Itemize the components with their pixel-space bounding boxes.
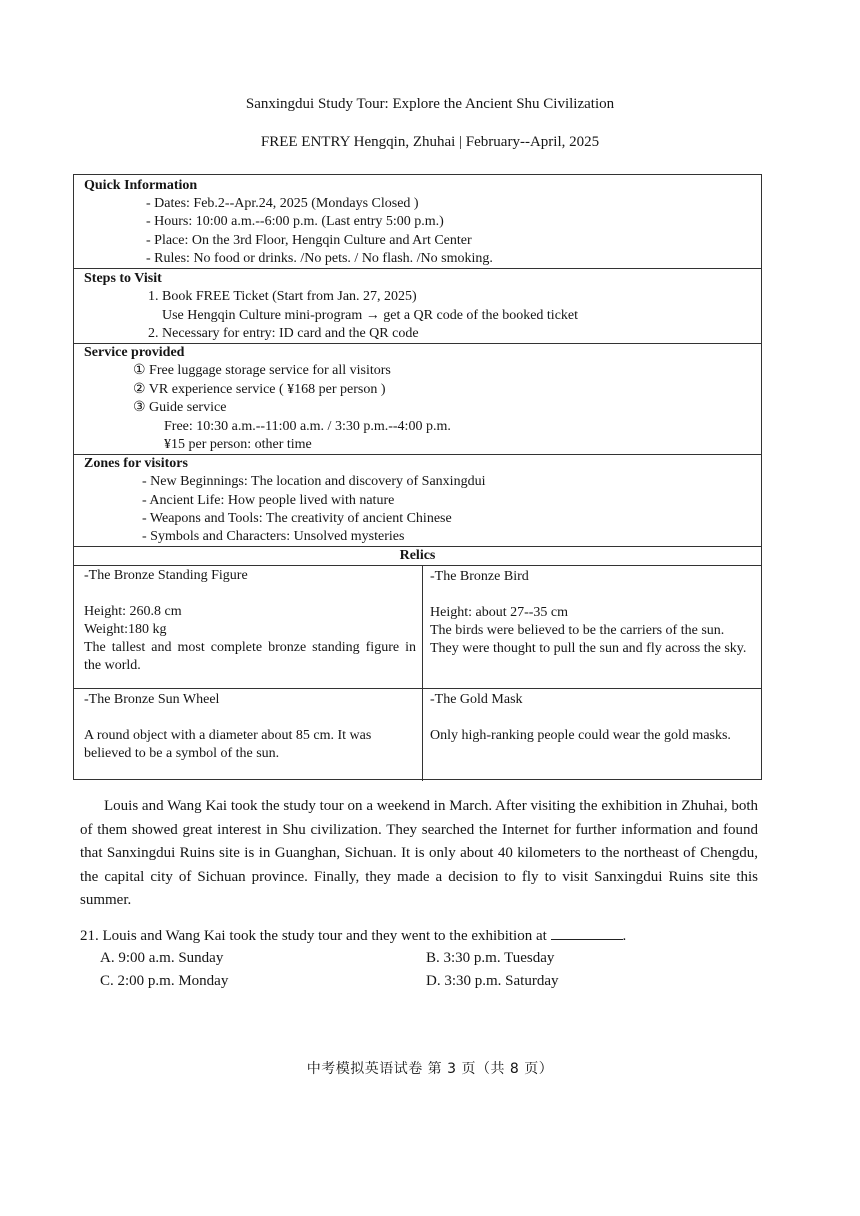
relic-cell-bronze-bird [430,568,748,658]
info-poster-table [73,174,762,780]
option-d[interactable]: D. 3:30 p.m. Saturday [426,973,559,989]
quick-info-item: - Hours: 10:00 a.m.--6:00 p.m. (Last entry 5:00 p.m.) [146,214,444,229]
relic-name: -The Bronze Standing Figure [84,568,248,583]
quick-info-item: - Rules: No food or drinks. /No pets. / No flash. /No smoking. [146,251,493,266]
service-item: ¥15 per person: other time [164,437,312,452]
quick-info-item: - Dates: Feb.2--Apr.24, 2025 (Mondays Closed ) [146,196,419,211]
relic-name: -The Bronze Sun Wheel [84,692,220,707]
service-item: ① Free luggage storage service for all visitors [133,363,391,378]
quick-info-item: - Place: On the 3rd Floor, Hengqin Culture and Art Center [146,233,472,248]
relic-cell-standing-figure [84,567,416,675]
relics-heading: Relics [399,548,436,563]
question-21 [80,927,626,945]
divider [74,688,761,689]
passage-paragraph: Louis and Wang Kai took the study tour on a weekend in March. After visiting the exhibition in Zhuhai, both of them showed great interest in Shu civilization. They searched the Internet for further information and found that Sanxingdui Ruins site is in Guanghan, Sichuan. It is only about 40 kilometers to the northeast of Chengdu, the capital city of Sichuan province. Finally, they made a decision to fly to visit Sanxingdui Ruins site this summer. [80,798,758,908]
option-a[interactable]: A. 9:00 a.m. Sunday [100,950,224,966]
relic-detail: Weight:180 kg [84,622,167,637]
document-title: Sanxingdui Study Tour: Explore the Ancient Shu Civilization [245,96,615,112]
relic-cell-gold-mask [430,691,748,745]
reading-passage [80,795,758,913]
zones-item: - Weapons and Tools: The creativity of ancient Chinese [142,511,452,526]
relic-detail: Height: 260.8 cm [84,604,182,619]
zones-item: - Symbols and Characters: Unsolved mysteries [142,529,405,544]
relic-name: -The Gold Mask [430,692,523,707]
service-item: ② VR experience service ( ¥168 per person ) [133,382,386,397]
page-footer: 中考模拟英语试卷 第 3 页（共 8 页） [306,1061,554,1077]
column-divider [422,565,423,781]
steps-item: Use Hengqin Culture mini-program → get a QR code of the booked ticket [162,308,579,323]
option-b[interactable]: B. 3:30 p.m. Tuesday [426,950,555,966]
question-text: 21. Louis and Wang Kai took the study tour and they went to the exhibition at [80,928,547,944]
zones-item: - New Beginnings: The location and discovery of Sanxingdui [142,474,486,489]
relic-detail: A round object with a diameter about 85 cm. It was believed to be a symbol of the sun. [84,728,372,761]
question-end: . [622,928,627,944]
steps-heading: Steps to Visit [84,271,162,286]
steps-item: 2. Necessary for entry: ID card and the QR code [148,326,419,341]
service-heading: Service provided [84,345,185,360]
option-c[interactable]: C. 2:00 p.m. Monday [100,973,229,989]
service-item: ③ Guide service [133,400,227,415]
answer-blank[interactable] [551,927,623,940]
relic-detail: Height: about 27--35 cm [430,605,569,620]
document-subtitle: FREE ENTRY Hengqin, Zhuhai | February--April, 2025 [260,134,600,150]
zones-item: - Ancient Life: How people lived with nature [142,493,395,508]
relic-cell-sun-wheel [84,691,420,763]
divider [74,565,761,566]
relic-detail: The birds were believed to be the carriers of the sun. They were thought to pull the sun and fly across the sky. [430,623,747,656]
zones-heading: Zones for visitors [84,456,188,471]
service-item: Free: 10:30 a.m.--11:00 a.m. / 3:30 p.m.--4:00 p.m. [164,419,451,434]
quick-info-heading: Quick Information [84,178,198,193]
relic-detail: Only high-ranking people could wear the gold masks. [430,728,731,743]
divider [74,268,761,269]
relic-name: -The Bronze Bird [430,569,529,584]
steps-item: 1. Book FREE Ticket (Start from Jan. 27, 2025) [148,289,417,304]
relic-detail: The tallest and most complete bronze standing figure in the world. [84,640,416,673]
